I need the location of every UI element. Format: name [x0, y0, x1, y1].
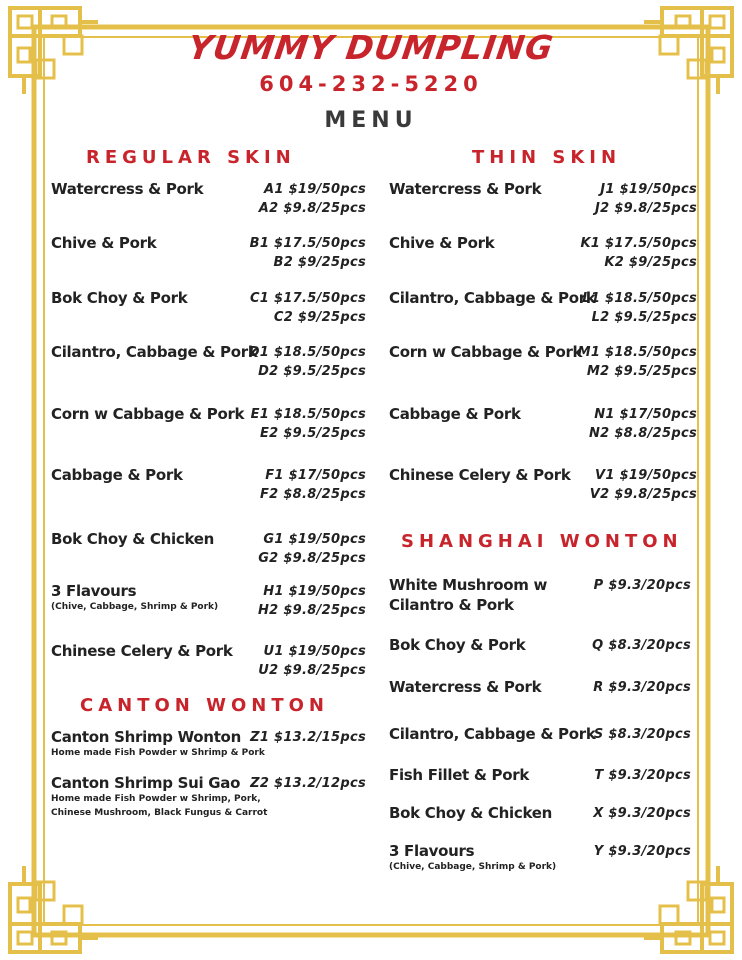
section-title: CANTON WONTON — [80, 695, 329, 716]
menu-item — [51, 180, 371, 228]
item-name: Chinese Celery & Pork — [389, 466, 571, 484]
item-price: V1 $19/50pcs — [595, 468, 697, 483]
item-name: Cilantro, Cabbage & Pork — [389, 289, 596, 307]
menu-item — [51, 405, 371, 453]
item-name: Watercress & Pork — [389, 180, 542, 198]
item-price: U2 $9.8/25pcs — [258, 663, 366, 678]
item-name: Chinese Celery & Pork — [51, 642, 233, 660]
menu-item — [51, 289, 371, 337]
item-name: Cabbage & Pork — [389, 405, 521, 423]
item-prices — [593, 804, 691, 823]
item-prices — [580, 234, 697, 272]
item-price: F2 $8.8/25pcs — [259, 487, 366, 502]
item-name-line2: Cilantro & Pork — [389, 596, 514, 614]
menu-item — [389, 466, 699, 514]
menu-item — [389, 180, 699, 228]
menu-item — [389, 678, 699, 726]
menu-heading: MENU — [324, 108, 418, 133]
menu-item — [389, 636, 699, 684]
item-price: N2 $8.8/25pcs — [588, 426, 697, 441]
item-name: Bok Choy & Chicken — [51, 530, 214, 548]
item-name: Fish Fillet & Pork — [389, 766, 530, 784]
item-price: G2 $9.8/25pcs — [258, 551, 366, 566]
item-name: Watercress & Pork — [51, 180, 204, 198]
item-price: J2 $9.8/25pcs — [595, 201, 697, 216]
item-note: (Chive, Cabbage, Shrimp & Pork) — [51, 602, 219, 612]
item-name: Bok Choy & Pork — [389, 636, 526, 654]
menu-item — [389, 289, 699, 337]
item-prices — [592, 636, 691, 655]
item-price: C2 $9/25pcs — [273, 310, 366, 325]
item-prices — [258, 582, 366, 620]
item-name: Cabbage & Pork — [51, 466, 183, 484]
menu-item — [51, 466, 371, 514]
item-name: Bok Choy & Chicken — [389, 804, 552, 822]
item-prices — [589, 405, 697, 443]
item-price: A1 $19/50pcs — [264, 182, 366, 197]
item-price: A2 $9.8/25pcs — [258, 201, 366, 216]
item-name: White Mushroom w — [389, 576, 548, 594]
item-name: 3 Flavours — [389, 842, 475, 860]
menu-item — [389, 576, 699, 624]
item-prices — [260, 466, 366, 504]
menu-item — [51, 728, 371, 776]
item-price: C1 $17.5/50pcs — [249, 291, 366, 306]
item-price: R $9.3/20pcs — [593, 680, 691, 695]
item-price: K1 $17.5/50pcs — [580, 236, 697, 251]
item-prices — [593, 678, 691, 697]
item-prices — [594, 576, 691, 595]
item-price: L2 $9.5/25pcs — [591, 310, 697, 325]
item-name: Bok Choy & Pork — [51, 289, 188, 307]
item-prices — [594, 766, 691, 785]
menu-item — [51, 582, 371, 630]
item-prices — [258, 530, 366, 568]
menu-item — [51, 530, 371, 578]
item-note: (Chive, Cabbage, Shrimp & Pork) — [389, 862, 557, 872]
item-price: D1 $18.5/50pcs — [248, 345, 366, 360]
item-prices — [250, 289, 366, 327]
item-prices — [594, 725, 691, 744]
menu-item — [51, 343, 371, 391]
item-price: D2 $9.5/25pcs — [258, 364, 366, 379]
item-price: M1 $18.5/50pcs — [577, 345, 697, 360]
menu-item — [389, 343, 699, 391]
menu-item — [389, 234, 699, 282]
item-price: P $9.3/20pcs — [593, 578, 691, 593]
item-price: E2 $9.5/25pcs — [259, 426, 366, 441]
item-prices — [594, 842, 691, 861]
item-name: Corn w Cabbage & Pork — [51, 405, 245, 423]
item-price: Z2 $13.2/12pcs — [250, 776, 366, 791]
item-price: X $9.3/20pcs — [593, 806, 691, 821]
item-prices — [595, 180, 697, 218]
section-title: SHANGHAI WONTON — [401, 531, 683, 552]
menu-item — [389, 405, 699, 453]
item-price: B2 $9/25pcs — [273, 255, 366, 270]
item-name: Corn w Cabbage & Pork — [389, 343, 583, 361]
item-price: T $9.3/20pcs — [594, 768, 691, 783]
item-price: S $8.3/20pcs — [593, 727, 691, 742]
item-price: M2 $9.5/25pcs — [586, 364, 697, 379]
item-note: Home made Fish Powder w Shrimp & Pork — [51, 748, 265, 758]
section-title: REGULAR SKIN — [86, 147, 296, 168]
phone-number: 604-232-5220 — [259, 72, 483, 96]
item-price: N1 $17/50pcs — [594, 407, 697, 422]
item-prices — [582, 289, 697, 327]
item-price: F1 $17/50pcs — [265, 468, 366, 483]
item-name: Cilantro, Cabbage & Pork — [51, 343, 258, 361]
item-price: L1 $18.5/50pcs — [582, 291, 697, 306]
item-name: Chive & Pork — [51, 234, 157, 252]
restaurant-name: YUMMY DUMPLING — [185, 28, 557, 67]
item-name: Watercress & Pork — [389, 678, 542, 696]
item-prices — [250, 728, 366, 747]
item-name: Canton Shrimp Sui Gao — [51, 774, 241, 792]
menu-item — [51, 234, 371, 282]
item-name: Cilantro, Cabbage & Pork — [389, 725, 596, 743]
item-prices — [258, 642, 366, 680]
item-price: G1 $19/50pcs — [263, 532, 366, 547]
item-name: Chive & Pork — [389, 234, 495, 252]
section-title: THIN SKIN — [472, 147, 622, 168]
menu-item — [51, 774, 371, 822]
item-prices — [251, 405, 366, 443]
item-name: 3 Flavours — [51, 582, 137, 600]
item-prices — [249, 343, 366, 381]
item-price: K2 $9/25pcs — [604, 255, 697, 270]
item-prices — [578, 343, 697, 381]
item-price: J1 $19/50pcs — [600, 182, 697, 197]
item-price: Q $8.3/20pcs — [592, 638, 691, 653]
item-prices — [250, 774, 366, 793]
item-price: H2 $9.8/25pcs — [257, 603, 366, 618]
item-prices — [259, 180, 366, 218]
item-prices — [590, 466, 697, 504]
item-price: Y $9.3/20pcs — [593, 844, 691, 859]
item-price: H1 $19/50pcs — [263, 584, 366, 599]
menu-item — [51, 642, 371, 690]
item-price: Z1 $13.2/15pcs — [250, 730, 366, 745]
item-price: V2 $9.8/25pcs — [589, 487, 697, 502]
item-note: Home made Fish Powder w Shrimp, Pork, Chinese Mushroom, Black Fungus & Carrot — [51, 794, 268, 818]
item-prices — [250, 234, 366, 272]
item-name: Canton Shrimp Wonton — [51, 728, 241, 746]
menu-item — [389, 842, 699, 890]
item-price: E1 $18.5/50pcs — [250, 407, 366, 422]
item-price: B1 $17.5/50pcs — [249, 236, 366, 251]
item-price: U1 $19/50pcs — [263, 644, 366, 659]
